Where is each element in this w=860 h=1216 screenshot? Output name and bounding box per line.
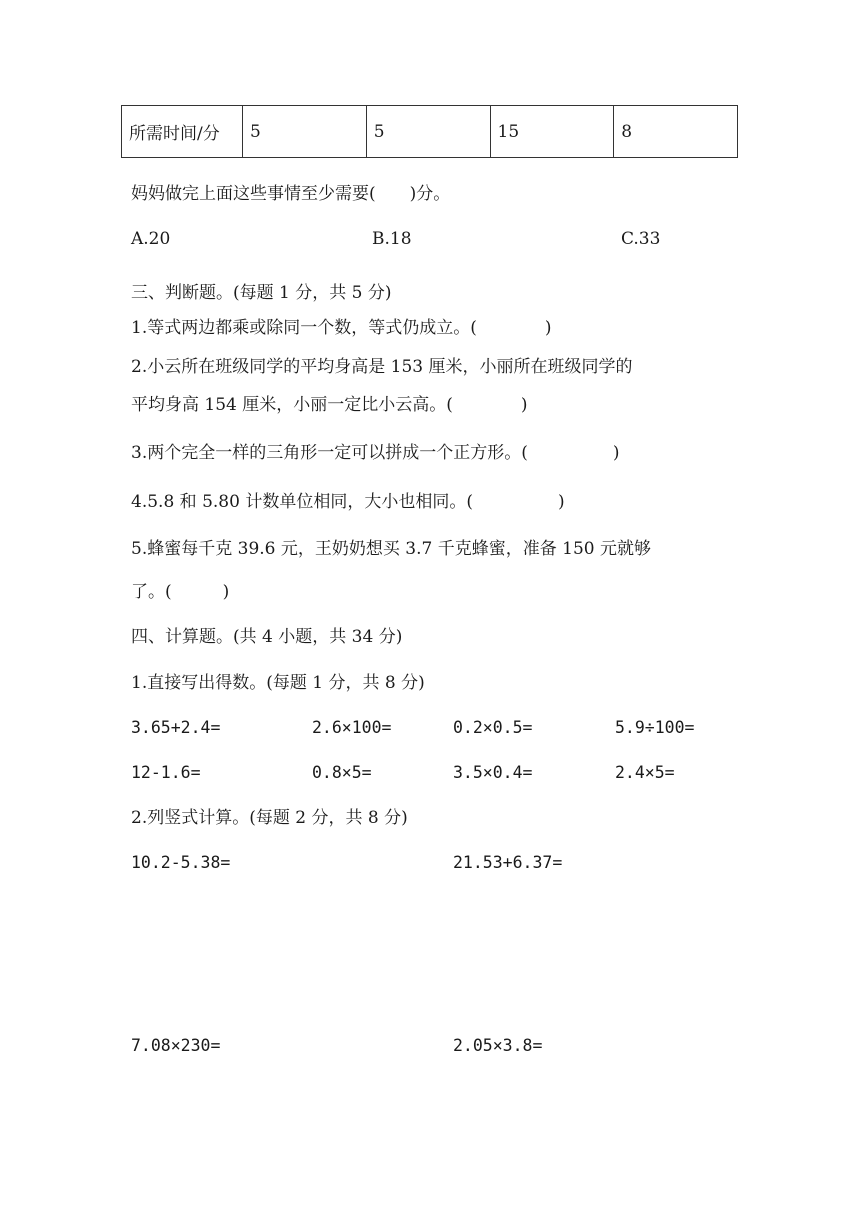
section-3-title: 三、判断题。(每题 1 分，共 5 分) [131,283,392,303]
option-c: C.33 [621,229,661,249]
calc-item: 12-1.6= [131,763,201,782]
vertical-calc-item: 10.2-5.38= [131,853,231,872]
calc-item: 0.8×5= [312,763,372,782]
part-2-title: 2.列竖式计算。(每题 2 分，共 8 分) [131,808,408,828]
table-cell: 8 [614,106,738,158]
judge-question-4: 4.5.8 和 5.80 计数单位相同，大小也相同。( ) [131,492,565,512]
calc-item: 0.2×0.5= [453,718,533,737]
judge-question-2-line-2: 平均身高 154 厘米，小丽一定比小云高。( ) [131,395,528,415]
option-a: A.20 [131,229,171,249]
calc-item: 2.6×100= [312,718,392,737]
judge-question-3: 3.两个完全一样的三角形一定可以拼成一个正方形。( ) [131,443,620,463]
judge-question-5-line-1: 5.蜂蜜每千克 39.6 元，王奶奶想买 3.7 千克蜂蜜，准备 150 元就够 [131,539,651,559]
option-b: B.18 [372,229,412,249]
vertical-calc-item: 21.53+6.37= [453,853,563,872]
judge-question-5-line-2: 了。( ) [131,582,230,602]
calc-item: 5.9÷100= [615,718,695,737]
table-cell: 15 [490,106,614,158]
question-text: 妈妈做完上面这些事情至少需要( )分。 [131,184,451,204]
calc-item: 3.65+2.4= [131,718,221,737]
vertical-calc-item: 2.05×3.8= [453,1036,543,1055]
judge-question-2-line-1: 2.小云所在班级同学的平均身高是 153 厘米，小丽所在班级同学的 [131,357,633,377]
table-row [122,106,738,158]
table-cell: 5 [243,106,367,158]
vertical-calc-item: 7.08×230= [131,1036,221,1055]
calc-item: 2.4×5= [615,763,675,782]
table-header-cell: 所需时间/分 [122,106,243,158]
calc-item: 3.5×0.4= [453,763,533,782]
part-1-title: 1.直接写出得数。(每题 1 分，共 8 分) [131,673,425,693]
time-table [121,105,738,158]
section-4-title: 四、计算题。(共 4 小题，共 34 分) [131,627,403,647]
judge-question-1: 1.等式两边都乘或除同一个数，等式仍成立。( ) [131,318,552,338]
table-cell: 5 [366,106,490,158]
